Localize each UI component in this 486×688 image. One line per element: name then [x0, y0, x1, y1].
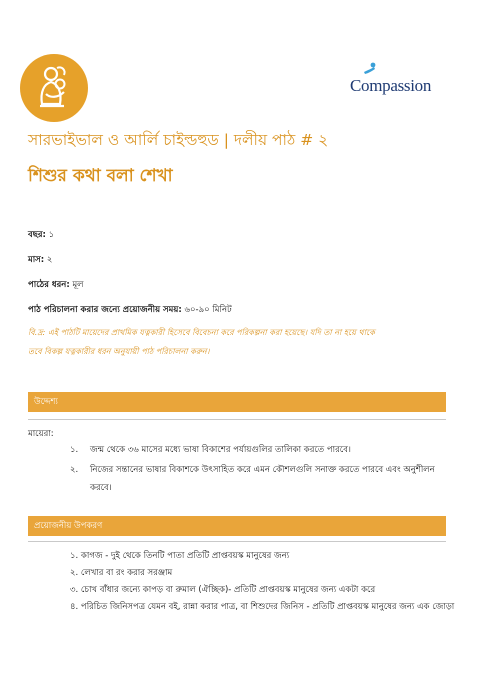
material-item: ১. কাগজ - দুই থেকে তিনটি পাতা প্রতিটি প্রাপ্তবয়স্ক মানুষের জন্য	[70, 551, 290, 561]
objectives-intro: মায়েরা:	[28, 429, 54, 439]
objective-number: ১.	[70, 445, 79, 455]
note-line: বি.দ্র: এই পাঠটি মায়েদের প্রাথমিক যত্নকারী হিসেবে বিবেচনা করে পরিকল্পনা করা হয়েছে। যদি তা না হয়ে থাকে	[28, 328, 375, 337]
meta-label: মাস:	[28, 255, 45, 265]
objective-item-cont: করবে।	[90, 483, 112, 493]
meta-lesson-type	[28, 278, 84, 292]
objective-item: নিজের সন্তানের ভাষার বিকাশকে উৎসাহিত করে এমন কৌশলগুলি সনাক্ত করতে পারবে এবং অনুশীলন	[90, 465, 435, 475]
meta-label: পাঠের ধরন:	[28, 280, 70, 290]
meta-label: পাঠ পরিচালনা করার জন্যে প্রয়োজনীয় সময়:	[28, 305, 182, 315]
objective-number: ২.	[70, 465, 79, 475]
objectives-heading: উদ্দেশ্য	[28, 392, 446, 412]
divider	[28, 419, 446, 420]
objective-item: জন্ম থেকে ৩৬ মাসের মধ্যে ভাষা বিকাশের পর্যায়গুলির তালিকা করতে পারবে।	[90, 445, 351, 455]
meta-value: ২	[46, 255, 53, 265]
meta-value: ৬০-৯০ মিনিট	[184, 305, 232, 315]
series-title: সারভাইভাল ও আর্লি চাইল্ডহুড | দলীয় পাঠ # ২	[28, 131, 329, 149]
material-item: ৩. চোখ বাঁধার জন্যে কাপড় বা রুমাল (ঐচ্ছিক)- প্রতিটি প্রাপ্তবয়স্ক মানুষের জন্য একটা করে	[70, 585, 376, 595]
brand-name: Compassion	[350, 76, 432, 95]
meta-duration	[28, 303, 232, 317]
material-item: ২. লেখার বা রং করার সরঞ্জাম	[70, 568, 173, 578]
meta-value: মূল	[72, 280, 84, 290]
note	[28, 323, 458, 361]
compassion-logo	[350, 62, 460, 102]
meta-label: বছর:	[28, 230, 46, 240]
note-line: তবে বিকল্প যত্নকারীর ধরন অনুযায়ী পাঠ পরিচালনা করুন।	[28, 347, 210, 356]
divider	[28, 541, 446, 542]
meta-month	[28, 253, 52, 267]
lesson-title: শিশুর কথা বলা শেখা	[28, 166, 173, 186]
mother-child-icon	[20, 54, 88, 122]
meta-value: ১	[48, 230, 55, 240]
material-item: ৪. পরিচিত জিনিসপত্র যেমন বই, রান্না করার পাত্র, বা শিশুদের জিনিস - প্রতিটি প্রাপ্তবয়স্ক মানুষের জন্য এক জোড়া	[70, 602, 455, 612]
materials-heading: প্রয়োজনীয় উপকরণ	[28, 516, 446, 536]
meta-year	[28, 228, 54, 242]
